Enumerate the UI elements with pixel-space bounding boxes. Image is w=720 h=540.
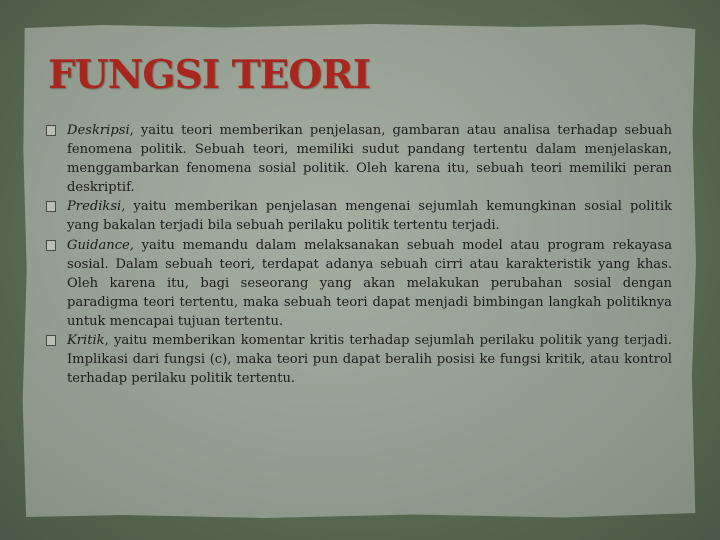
bullet-box-icon [46, 240, 56, 251]
bullet-item-prediksi [46, 197, 672, 235]
bullet-text: , yaitu memberikan penjelasan mengenai sejumlah kemungkinan sosial politik yang bakalan terjadi bila sebuah perilaku politik tertentu terjadi. [67, 199, 672, 234]
bullet-term: Guidance, [67, 237, 134, 253]
bullet-item-kritik [46, 331, 672, 388]
bullet-item-deskripsi [46, 121, 672, 197]
bullet-box-icon [46, 335, 56, 346]
bullet-text: , yaitu memberikan komentar kritis terhadap sejumlah perilaku politik yang terjadi. Implikasi dari fungsi (c), maka teori pun dapat beralih posisi ke fungsi kritik, atau kontrol terhadap perilaku politik tertentu. [67, 333, 672, 387]
slide-title: FUNGSI TEORI [48, 52, 371, 98]
bullet-term: Kritik [67, 333, 105, 349]
bullet-box-icon [46, 201, 56, 212]
bullet-text: , yaitu teori memberikan penjelasan, gambaran atau analisa terhadap sebuah fenomena politik. Sebuah teori, memiliki sudut pandang tertentu dalam menjelaskan, menggambarkan fenomena sosial politik. Oleh karena itu, sebuah teori memiliki peran deskriptif. [67, 123, 672, 196]
bullet-list [46, 121, 672, 388]
bullet-term: Deskripsi [67, 123, 130, 138]
bullet-term: Prediksi [67, 199, 122, 215]
bullet-box-icon [46, 125, 56, 136]
bullet-item-guidance [46, 236, 672, 331]
bullet-text: yaitu memandu dalam melaksanakan sebuah model atau program rekayasa sosial. Dalam sebuah teori, terdapat adanya sebuah cirri atau karakteristik yang khas. Oleh karena itu, bagi seseorang yang akan melakukan perubahan sosial dengan paradigma teori tertentu, maka sebuah teori dapat menjadi bimbingan langkah politiknya untuk mencapai tujuan tertentu. [67, 237, 672, 329]
